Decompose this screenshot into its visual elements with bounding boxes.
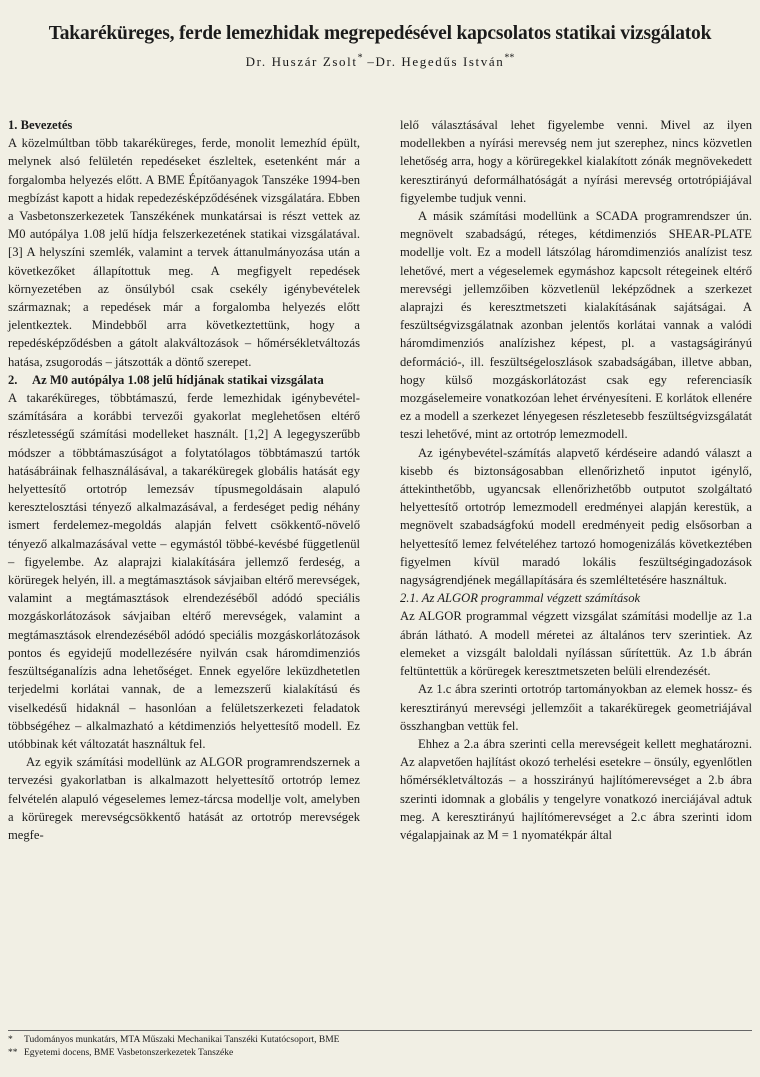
author-1: Dr. Huszár Zsolt <box>245 54 358 69</box>
section-2-heading <box>8 371 360 389</box>
footnotes <box>8 1030 752 1060</box>
section-2-number: 2. <box>8 372 18 387</box>
footnote-2 <box>8 1047 752 1060</box>
two-column-body <box>8 116 752 844</box>
section-1-heading: 1. Bevezetés <box>8 118 73 132</box>
left-column <box>8 116 360 844</box>
right-paragraph-6: Ehhez a 2.a ábra szerinti cella merevségeit kellett meghatározni. Az alapvetően hajlítást okozó terhelési esetekre – önsúly, egyenlőtlen hőmérsékletváltozás – a hosszirányú hajlítómerevséget a 2.b ábra szerinti idomnak a globális y tengelyre vonatkozó inerciájával adtuk meg. A keresztirányú hajlítómerevséget a 2.c ábra szerinti idom végalapjainak az M = 1 nyomatékpár által <box>400 736 752 842</box>
author-2: Dr. Hegedűs István <box>375 54 505 69</box>
right-paragraph-2: A másik számítási modellünk a SCADA programrendszer ún. megnövelt szabadságú, réteges, kétdimenziós SHEAR-PLATE modellje volt. Ez a modell látszólag háromdimenziós analízist tesz lehetővé, mert a végeselemek egymáshoz kapcsolt rétegeinek eltérő merevségi jellemzőiben közvetlenül leképződnek a szerkezet alaprajzi és keresztmetszeti kialakításának sajátságai. A feszültségvizsgálatnak azonban jelentős korlátai vannak a valódi háromdimenziós analízishez képest, pl. a vastagságirányú deformáció-, ill. feszültségeloszlások szabadságában, illetve abban, hogy külső mozgáskorlátozást csak egy referenciasík mozgáselemeire vonatkozóan lehet érvényesíteni. E korlátok ellenére ez a modell a szerkezet lényegesen részletesebb feszültségvizsgálatát teszi lehetővé, mint az ortotróp lemezmodell. <box>400 209 752 442</box>
right-paragraph-4: Az ALGOR programmal végzett vizsgálat számítási modellje az 1.a ábrán látható. A modell méretei az általános terv szerintiek. Az elemeket a vizsgált baloldali nyílássan sűrítettük. Az 1.b ábrán feltüntettük a körüregek keresztmetszeten belüli elrendezését. <box>400 609 752 679</box>
section-1-paragraph-1: A közelmúltban több takaréküreges, ferde, monolit lemezhíd épült, melynek alsó felületén repedéseket észleltek, esetenként már a forgalomba helyezés előtt. A BME Építőanyagok Tanszéke 1994-ben megbízást kapott a hidak repedezésképződésének vizsgálatára. Ebben a Vasbetonszerkezetek Tanszékének munkatársai is részt vettek az M0 autópálya 1.08 jelű hídja felszerkezetének statikai vizsgálatával. [3] A helyszíni szemlék, valamint a tervek áttanulmányozása után a következőket állapítottuk meg. A megfigyelt repedések környezetében az önsúlyból csak csekély igénybevételek származnak; a repedések már a forgalomba helyezés előtt jelentkeztek. Mindebből arra következtettünk, hogy a repedésképződésben a gátolt alakváltozások – hőmérsékletváltozás hatása, zsugorodás – játszották a döntő szerepet. <box>8 136 360 369</box>
right-column <box>400 116 752 844</box>
footnote-2-text: Egyetemi docens, BME Vasbetonszerkezetek Tanszéke <box>24 1048 234 1058</box>
author-separator: – <box>362 54 376 69</box>
footnote-2-mark: ** <box>8 1048 18 1058</box>
author-2-mark: ** <box>504 52 515 64</box>
section-2-title: Az M0 autópálya 1.08 jelű hídjának statikai vizsgálata <box>32 372 324 387</box>
author-1-mark: * <box>357 52 363 64</box>
section-2-paragraph-2: Az egyik számítási modellünk az ALGOR programrendszernek a tervezési gyakorlatban is alkalmazott helyettesítő ortotróp lemez felvételén alapuló végeselemes lemez-tárcsa modellje volt, amelyben a körüregek merevségcsökkentő hatását az ortotróp merevségek megfe- <box>8 755 360 842</box>
right-paragraph-3: Az igénybevétel-számítás alapvető kérdéseire adandó választ a kisebb és biztonságosabban ellenőrizhető inputot igénylő, áttekinthetőbb, ugyancsak ellenőrizhetőbb outputot szolgáltató helyettesítő ortotróp lemezmodell eredményei alapján kerestük, a megnövelt szabadságfokú modell eredményeit pedig elsősorban a helyettesítő lemez felvételéhez tartozó homogenizálás következtében figyelmen kívül maradó lokális feszültségingadozások nagyságrendjének megállapítására és szemléltetésére használtuk. <box>400 445 752 588</box>
article-title: Takaréküreges, ferde lemezhidak megrepedésével kapcsolatos statikai vizsgálatok <box>48 23 712 44</box>
footnote-1-text: Tudományos munkatárs, MTA Műszaki Mechanikai Tanszéki Kutatócsoport, BME <box>24 1035 340 1045</box>
footnote-1-mark: * <box>8 1035 13 1045</box>
author-line <box>22 54 738 70</box>
footnote-1 <box>8 1034 752 1047</box>
right-paragraph-1: lelő választásával lehet figyelembe venni. Mivel az ilyen modellekben a nyírási merevség nem jut szerephez, nincs közvetlen lehetőség arra, hogy a körüregekkel kialakított zónák megnövekedett keresztirányú deformálhatóságát a nyírási merevség ortotrópiájával figyelembe tudjuk venni. <box>400 118 752 205</box>
section-2-paragraph-1: A takaréküreges, többtámaszú, ferde lemezhidak igénybevétel-számítására a korábbi tervezői gyakorlat meglehetősen eltérő részletességű számítási modelleket használt. [1,2] A legegyszerűbb módszer a többtámaszúságot a folytatólagos többtámaszú tartók hatásábráinak felhasználásával, a takaréküregek globális hatását egy helyettesítő ortotróp lemezsáv típusmegoldásain alapuló keresztelosztási tényező alkalmazásával, a ferdeséget pedig néhány ismert ferdelemez-megoldás alapján felvett csökkentő-növelő tényező alkalmazásával vette – egymástól többé-kevésbé függetlenül – figyelembe. Az alaprajzi kialakítására jellemző ferdeség, a körüregek helyén, ill. a megtámasztások sávjaiban eltérő merevségek, valamint a megtámasztások elrendezéséből adódó speciális mozgáskorlátozások sávjaiban eltérő merevségek, valamint a megtámasztások elrendezéséből adódó speciális mozgáskorlátozások pontos és egyidejű modellezésére nyilván csak háromdimenziós feszültséganalízis adna lehetőséget. Ennek egyelőre leküzdhetetlen terjedelmi korlátai vannak, de a lemezszerű kialakítású és viselkedésű hidaknál – hasonlóan a felületszerkezeti feladatok többségéhez – alkalmazható a kétdimenziós helyettesítő modell. Ez utóbbinak két változatát használtuk fel. <box>8 391 360 751</box>
section-2-1-heading: 2.1. Az ALGOR programmal végzett számítások <box>400 591 641 606</box>
right-paragraph-5: Az 1.c ábra szerinti ortotróp tartományokban az elemek hossz- és keresztirányú merevségi jellemzőit a takaréküregek geometriájával összhangban vettük fel. <box>400 682 752 733</box>
